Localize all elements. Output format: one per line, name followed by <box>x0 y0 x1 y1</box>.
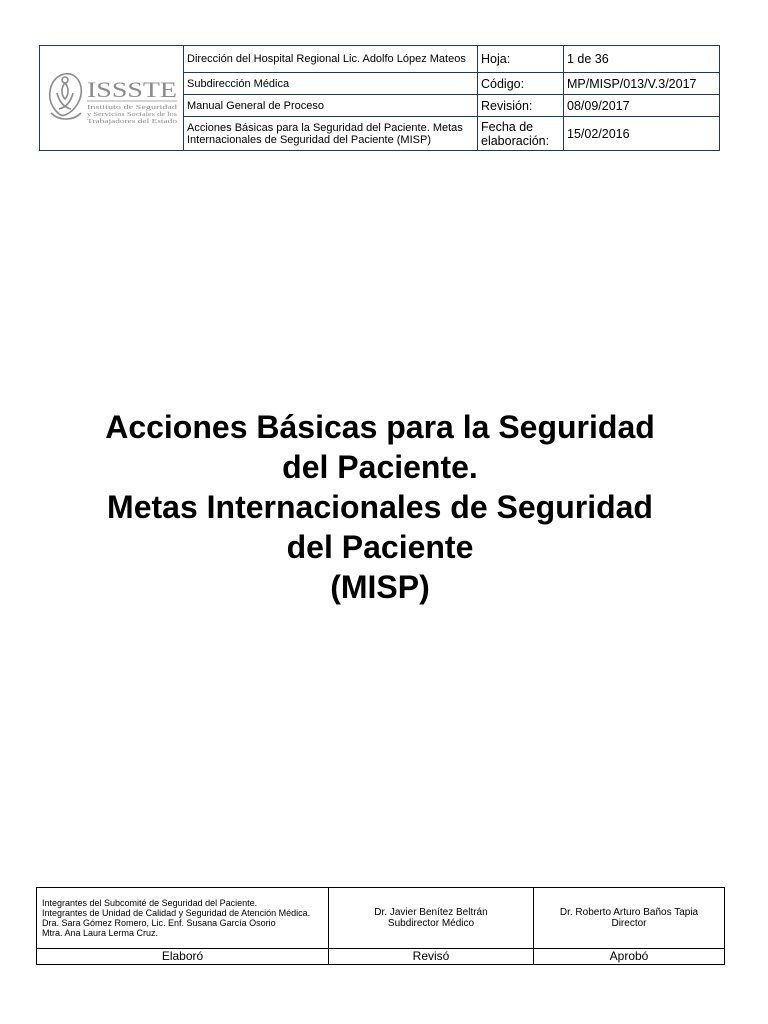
aprobo-name: Dr. Roberto Arturo Baños Tapia <box>559 907 699 918</box>
aprobo-position: Director <box>611 918 647 929</box>
title-line-2: del Paciente. <box>282 449 478 485</box>
document-header-table <box>39 45 720 151</box>
issste-logo-graphic <box>45 63 179 133</box>
title-line-3: Metas Internacionales de Seguridad <box>107 489 653 525</box>
reviso-position: Subdirector Médico <box>387 918 475 929</box>
issste-subtitle-1: Instituto de Seguridad <box>86 105 177 111</box>
elaboro-line-1: Integrantes del Subcomité de Seguridad del Paciente. <box>42 898 258 908</box>
header-value-revision: 08/09/2017 <box>564 95 720 117</box>
elaboro-people <box>37 888 329 949</box>
elaboro-line-3: Dra. Sara Gómez Romero, Lic. Enf. Susana García Osorio <box>42 918 276 928</box>
header-label-revision: Revisión: <box>478 95 564 117</box>
header-label-codigo: Código: <box>478 73 564 95</box>
family-emblem-icon <box>49 74 81 119</box>
header-label-hoja: Hoja: <box>478 46 564 73</box>
elaboro-line-4: Mtra. Ana Laura Lerma Cruz. <box>42 928 159 938</box>
header-value-codigo: MP/MISP/013/V.3/2017 <box>564 73 720 95</box>
reviso-name: Dr. Javier Benítez Beltrán <box>374 907 488 918</box>
issste-subtitle-2: y Servicios Sociales de los <box>86 112 178 118</box>
header-department-4: Acciones Básicas para la Seguridad del Paciente. Metas Internacionales de Seguridad del Paciente (MISP) <box>184 117 478 151</box>
elaboro-line-2: Integrantes de Unidad de Calidad y Seguridad de Atención Médica. <box>42 908 311 918</box>
title-line-4: del Paciente <box>286 529 474 565</box>
document-title <box>0 407 760 607</box>
title-line-1: Acciones Básicas para la Seguridad <box>105 409 655 445</box>
issste-wordmark: ISSSTE <box>86 77 177 102</box>
header-department-2: Subdirección Médica <box>184 73 478 95</box>
title-line-5: (MISP) <box>330 569 430 605</box>
signature-table <box>36 887 725 965</box>
issste-subtitle-3: Trabajadores del Estado <box>86 119 177 125</box>
issste-logo <box>40 46 184 151</box>
header-department-1: Dirección del Hospital Regional Lic. Adolfo López Mateos <box>184 46 478 73</box>
header-value-hoja: 1 de 36 <box>564 46 720 73</box>
role-reviso: Revisó <box>329 949 534 965</box>
header-label-fecha: Fecha de elaboración: <box>478 117 564 151</box>
header-department-3: Manual General de Proceso <box>184 95 478 117</box>
aprobo-signatory <box>534 888 725 949</box>
role-elaboro: Elaboró <box>37 949 329 965</box>
role-aprobo: Aprobó <box>534 949 725 965</box>
header-value-fecha: 15/02/2016 <box>564 117 720 151</box>
reviso-signatory <box>329 888 534 949</box>
